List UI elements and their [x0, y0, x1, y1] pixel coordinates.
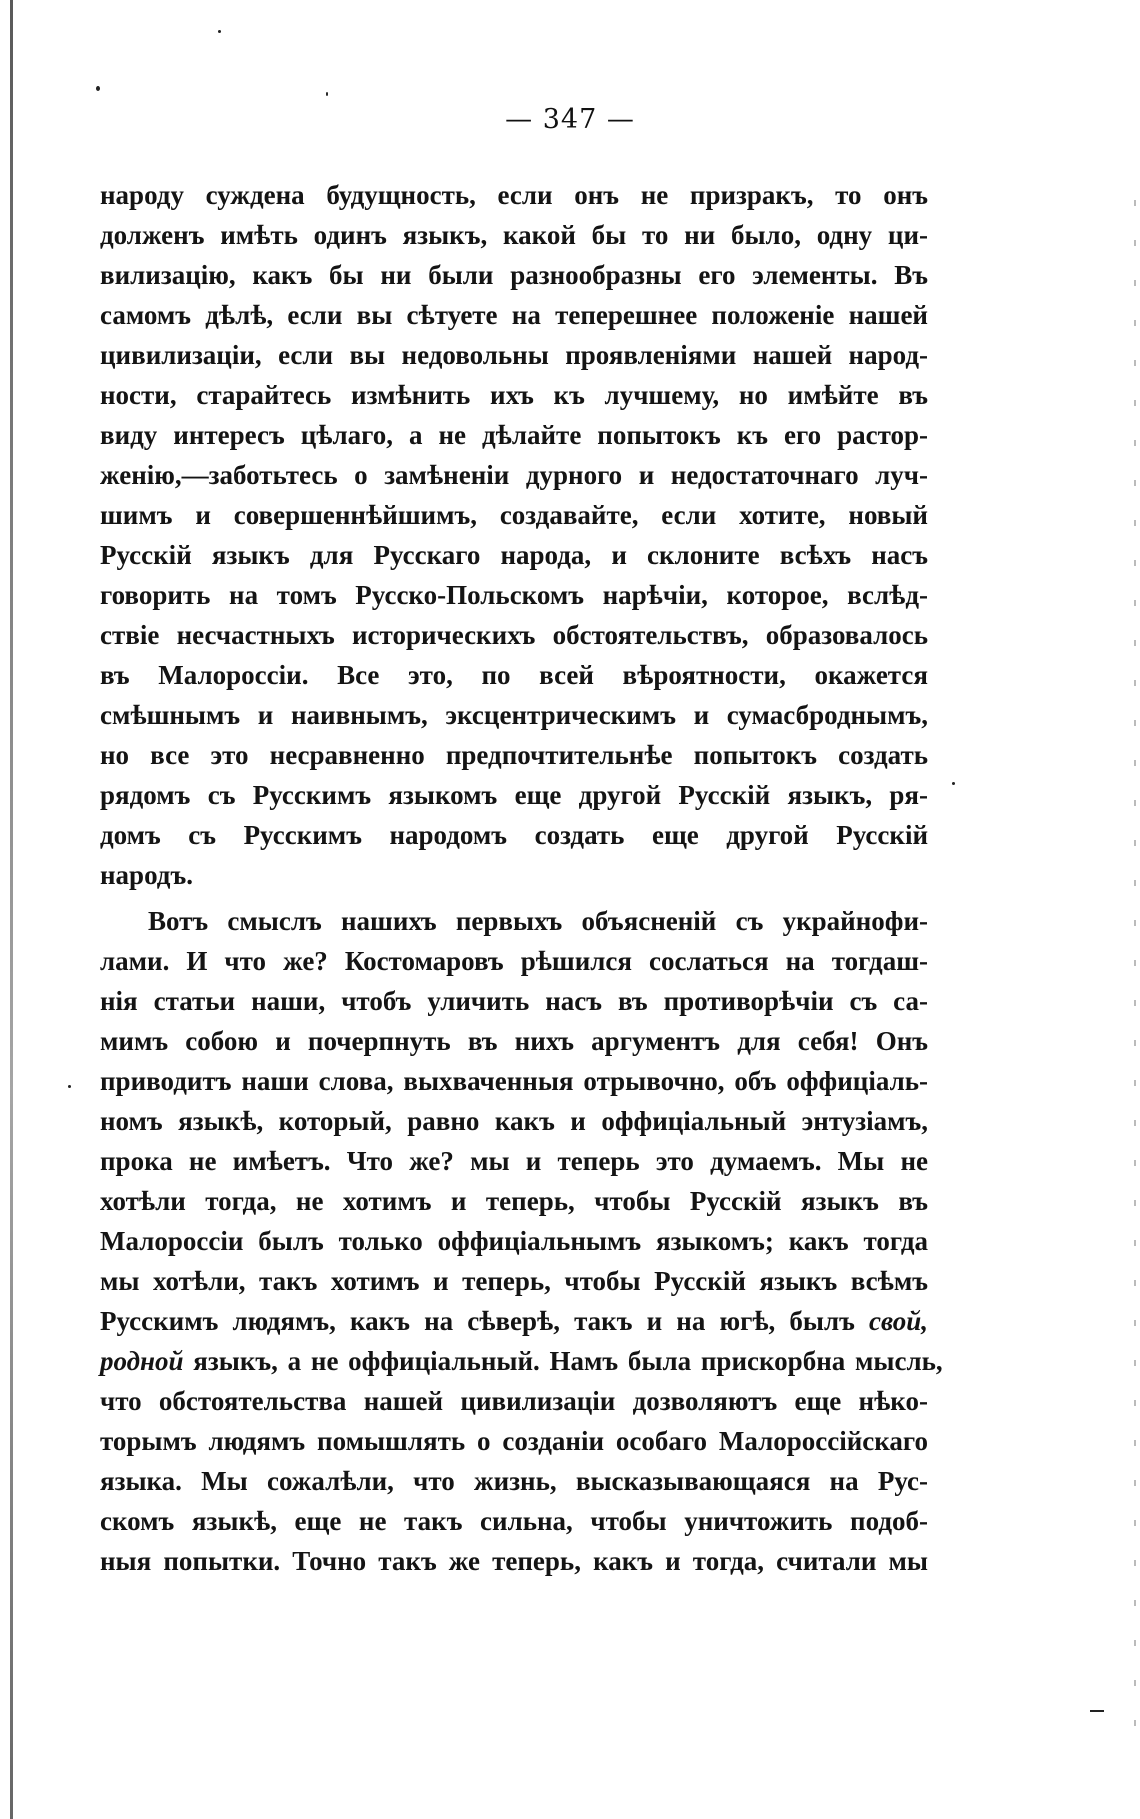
text-line: мимъ собою и почерпнуть въ нихъ аргументъ для себя! Онъ — [100, 1026, 928, 1056]
text-line: говорить на томъ Русско-Польскомъ нарѣчіи, которое, вслѣд- — [100, 580, 928, 610]
text-line: нія статьи наши, чтобъ уличить насъ въ противорѣчіи съ са- — [100, 986, 928, 1016]
text-line — [100, 1341, 943, 1381]
text-line: народъ. — [100, 860, 193, 890]
text-line: въ Малороссіи. Все это, по всей вѣроятности, окажется — [100, 660, 928, 690]
text-line: шимъ и совершеннѣйшимъ, создавайте, если хотите, новый — [100, 500, 928, 530]
text-line: что обстоятельства нашей цивилизаціи дозволяютъ еще нѣко- — [100, 1386, 928, 1416]
text-line: лами. И что же? Костомаровъ рѣшился сослаться на тогдаш- — [100, 946, 928, 976]
text-segment: Русскимъ людямъ, какъ на сѣверѣ, такъ и на югѣ, былъ — [100, 1306, 855, 1336]
text-line: Русскій языкъ для Русскаго народа, и склоните всѣхъ насъ — [100, 540, 928, 570]
text-line: Вотъ смыслъ нашихъ первыхъ объясненій съ украйнофи- — [148, 906, 928, 936]
scan-speck — [952, 782, 955, 785]
text-line — [100, 1301, 928, 1341]
text-line: торымъ людямъ помышлять о созданіи особаго Малороссійскаго — [100, 1426, 928, 1456]
scan-edge-left — [10, 0, 13, 1819]
text-line: долженъ имѣть одинъ языкъ, какой бы то ни было, одну ци- — [100, 220, 928, 250]
text-line: языка. Мы сожалѣли, что жизнь, высказывающаяся на Рус- — [100, 1466, 928, 1496]
text-line: хотѣли тогда, не хотимъ и теперь, чтобы Русскій языкъ въ — [100, 1186, 928, 1216]
scan-speck — [218, 30, 221, 33]
text-line: номъ языкѣ, который, равно какъ и оффиціальный энтузіамъ, — [100, 1106, 928, 1136]
scan-edge-right — [1134, 200, 1136, 1750]
text-line: самомъ дѣлѣ, если вы сѣтуете на теперешнее положеніе нашей — [100, 300, 928, 330]
scan-speck — [326, 92, 328, 96]
scan-speck — [96, 86, 100, 91]
text-line: вилизацію, какъ бы ни были разнообразны его элементы. Въ — [100, 260, 928, 290]
text-line: цивилизаціи, если вы недовольны проявленіями нашей народ- — [100, 340, 928, 370]
text-line: ствіе несчастныхъ историческихъ обстоятельствъ, образовалось — [100, 620, 928, 650]
text-line: домъ съ Русскимъ народомъ создать еще другой Русскій — [100, 820, 928, 850]
text-line: народу суждена будущность, если онъ не призракъ, то онъ — [100, 180, 928, 210]
body-text — [100, 175, 943, 1581]
italic-text: родной — [100, 1346, 184, 1376]
text-line: виду интересъ цѣлаго, а не дѣлайте попытокъ къ его растор- — [100, 420, 928, 450]
page-number: — 347 — — [505, 104, 635, 135]
scan-speck — [1090, 1710, 1104, 1712]
text-line: рядомъ съ Русскимъ языкомъ еще другой Русскій языкъ, ря- — [100, 780, 928, 810]
paragraph-1 — [100, 175, 928, 895]
paragraph-2 — [100, 901, 943, 1581]
text-line: Малороссіи былъ только оффиціальнымъ языкомъ; какъ тогда — [100, 1226, 928, 1256]
scan-speck — [68, 1085, 71, 1088]
text-line: ныя попытки. Точно такъ же теперь, какъ и тогда, считали мы — [100, 1546, 928, 1576]
italic-text: свой, — [869, 1306, 928, 1336]
text-line: смѣшнымъ и наивнымъ, эксцентрическимъ и сумасброднымъ, — [100, 700, 928, 730]
text-line: прока не имѣетъ. Что же? мы и теперь это думаемъ. Мы не — [100, 1146, 928, 1176]
text-line: женію,—заботьтесь о замѣненіи дурного и недостаточнаго луч- — [100, 460, 928, 490]
text-line: приводитъ наши слова, выхваченныя отрывочно, объ оффиціаль- — [100, 1066, 928, 1096]
text-line: ности, старайтесь измѣнить ихъ къ лучшему, но имѣйте въ — [100, 380, 928, 410]
text-segment: языкъ, а не оффиціальный. Намъ была прискорбна мысль, — [193, 1346, 943, 1376]
text-line: но все это несравненно предпочтительнѣе попытокъ создать — [100, 740, 928, 770]
text-line: мы хотѣли, такъ хотимъ и теперь, чтобы Русскій языкъ всѣмъ — [100, 1266, 928, 1296]
text-line: скомъ языкѣ, еще не такъ сильна, чтобы уничтожить подоб- — [100, 1506, 928, 1536]
